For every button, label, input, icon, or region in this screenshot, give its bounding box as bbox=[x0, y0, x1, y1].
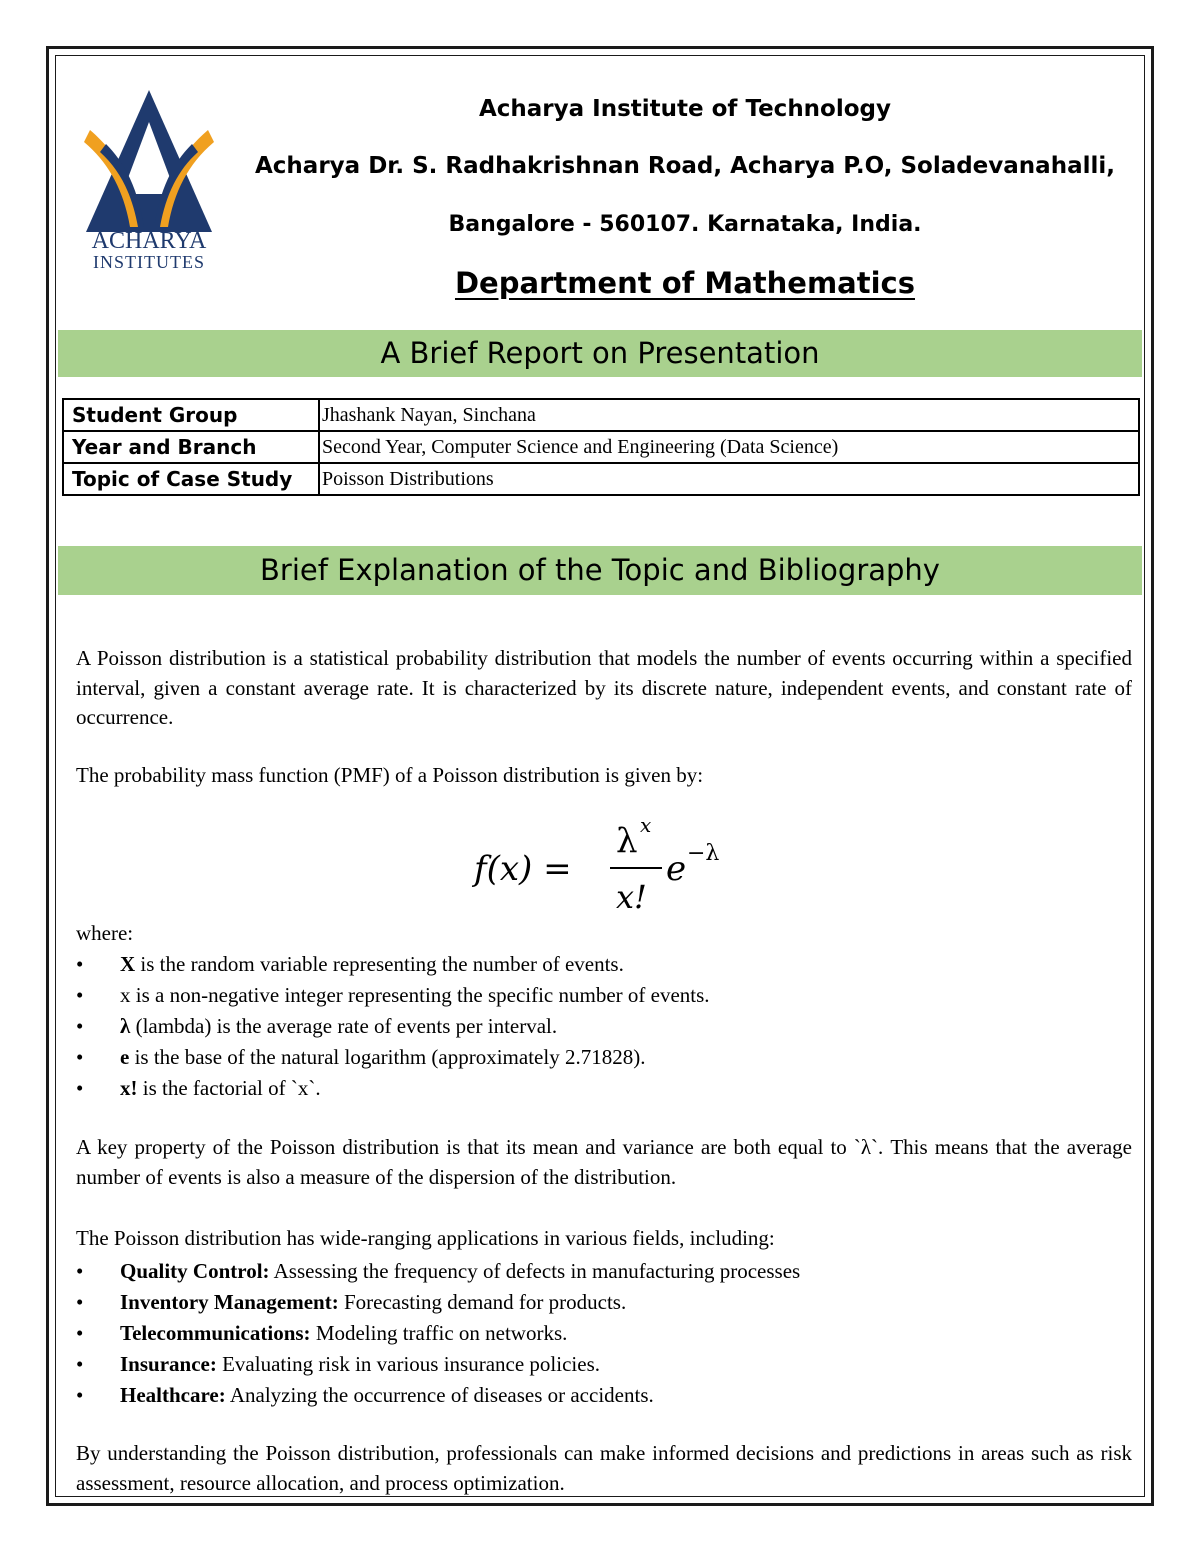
where-label: where: bbox=[76, 921, 134, 945]
application-term: Healthcare: bbox=[120, 1383, 226, 1407]
formula-exp-power: −λ bbox=[687, 841, 720, 866]
applications-list bbox=[76, 1256, 800, 1411]
acharya-logo bbox=[76, 82, 222, 272]
application-term: Quality Control: bbox=[120, 1259, 270, 1283]
section-title-band: Brief Explanation of the Topic and Bibliography bbox=[58, 546, 1142, 595]
application-text: Modeling traffic on networks. bbox=[310, 1321, 568, 1345]
definition-text: x is a non-negative integer representing the specific number of events. bbox=[120, 983, 710, 1007]
info-label: Topic of Case Study bbox=[63, 463, 319, 495]
applications-intro: The Poisson distribution has wide-ranging applications in various fields, including: bbox=[76, 1226, 775, 1250]
info-label: Student Group bbox=[63, 399, 319, 431]
application-term: Inventory Management: bbox=[120, 1290, 339, 1314]
application-term: Telecommunications: bbox=[120, 1321, 311, 1345]
intro-paragraph: A Poisson distribution is a statistical probability distribution that models the number of events occurring within a specified interval, given a constant average rate. It is characterized by its discrete nature, independent events, and constant rate of occurrence. bbox=[76, 646, 1132, 729]
list-item bbox=[76, 1380, 800, 1411]
logo-text-acharya: ACHARYA bbox=[91, 228, 207, 254]
list-item bbox=[76, 1349, 800, 1380]
list-item bbox=[76, 1256, 800, 1287]
formula-numerator-sup: x bbox=[640, 813, 652, 837]
definition-text: (lambda) is the average rate of events per interval. bbox=[130, 1014, 558, 1038]
formula-exp-base: e bbox=[666, 849, 687, 889]
list-item bbox=[76, 1073, 710, 1104]
list-item bbox=[76, 1287, 800, 1318]
table-row bbox=[63, 399, 1139, 431]
bullet: • bbox=[76, 1076, 84, 1100]
info-value: Second Year, Computer Science and Engineering (Data Science) bbox=[319, 431, 1139, 463]
bullet: • bbox=[76, 1321, 84, 1345]
definitions-list bbox=[76, 949, 710, 1104]
definition-term: x! bbox=[120, 1076, 138, 1100]
bullet: • bbox=[76, 1352, 84, 1376]
formula-denominator: x! bbox=[616, 878, 647, 916]
table-row bbox=[63, 463, 1139, 495]
key-property-paragraph: A key property of the Poisson distribution is that its mean and variance are both equal to `λ`. This means that the average number of events is also a measure of the dispersion of the distribution. bbox=[76, 1135, 1132, 1189]
info-table bbox=[62, 398, 1140, 496]
institute-address-line2: Bangalore - 560107. Karnataka, India. bbox=[448, 212, 922, 237]
institute-name: Acharya Institute of Technology bbox=[478, 96, 892, 122]
list-item bbox=[76, 1318, 800, 1349]
info-value: Poisson Distributions bbox=[319, 463, 1139, 495]
application-text: Assessing the frequency of defects in manufacturing processes bbox=[269, 1259, 801, 1283]
list-item bbox=[76, 949, 710, 980]
bullet: • bbox=[76, 1290, 84, 1314]
conclusion-paragraph: By understanding the Poisson distribution, professionals can make informed decisions and predictions in areas such as risk assessment, resource allocation, and process optimization. bbox=[76, 1441, 1132, 1495]
definition-text: is the random variable representing the number of events. bbox=[135, 952, 624, 976]
formula-numerator: λ bbox=[616, 821, 638, 861]
pmf-intro-paragraph: The probability mass function (PMF) of a Poisson distribution is given by: bbox=[76, 763, 704, 787]
bullet: • bbox=[76, 1383, 84, 1407]
application-text: Analyzing the occurrence of diseases or accidents. bbox=[225, 1383, 654, 1407]
report-title-band: A Brief Report on Presentation bbox=[58, 330, 1142, 377]
institute-address-line1: Acharya Dr. S. Radhakrishnan Road, Acharya P.O, Soladevanahalli, bbox=[255, 153, 1115, 179]
logo-text-institutes: INSTITUTES bbox=[93, 252, 205, 272]
definition-text: is the base of the natural logarithm (approximately 2.71828). bbox=[129, 1045, 646, 1069]
formula-lhs: f(x) = bbox=[474, 849, 572, 889]
pmf-formula bbox=[470, 812, 740, 916]
list-item bbox=[76, 1011, 710, 1042]
definition-term: e bbox=[120, 1045, 130, 1069]
application-text: Forecasting demand for products. bbox=[338, 1290, 627, 1314]
info-value: Jhashank Nayan, Sinchana bbox=[319, 399, 1139, 431]
list-item bbox=[76, 1042, 710, 1073]
bullet: • bbox=[76, 952, 84, 976]
bullet: • bbox=[76, 1259, 84, 1283]
bullet: • bbox=[76, 983, 84, 1007]
list-item bbox=[76, 980, 710, 1011]
application-term: Insurance: bbox=[120, 1352, 217, 1376]
table-row bbox=[63, 431, 1139, 463]
info-label: Year and Branch bbox=[63, 431, 319, 463]
application-text: Evaluating risk in various insurance policies. bbox=[216, 1352, 601, 1376]
department-title: Department of Mathematics bbox=[454, 266, 915, 300]
definition-text: is the factorial of `x`. bbox=[137, 1076, 321, 1100]
definition-term: X bbox=[120, 952, 136, 976]
definition-term: λ bbox=[120, 1014, 131, 1038]
bullet: • bbox=[76, 1014, 84, 1038]
bullet: • bbox=[76, 1045, 84, 1069]
